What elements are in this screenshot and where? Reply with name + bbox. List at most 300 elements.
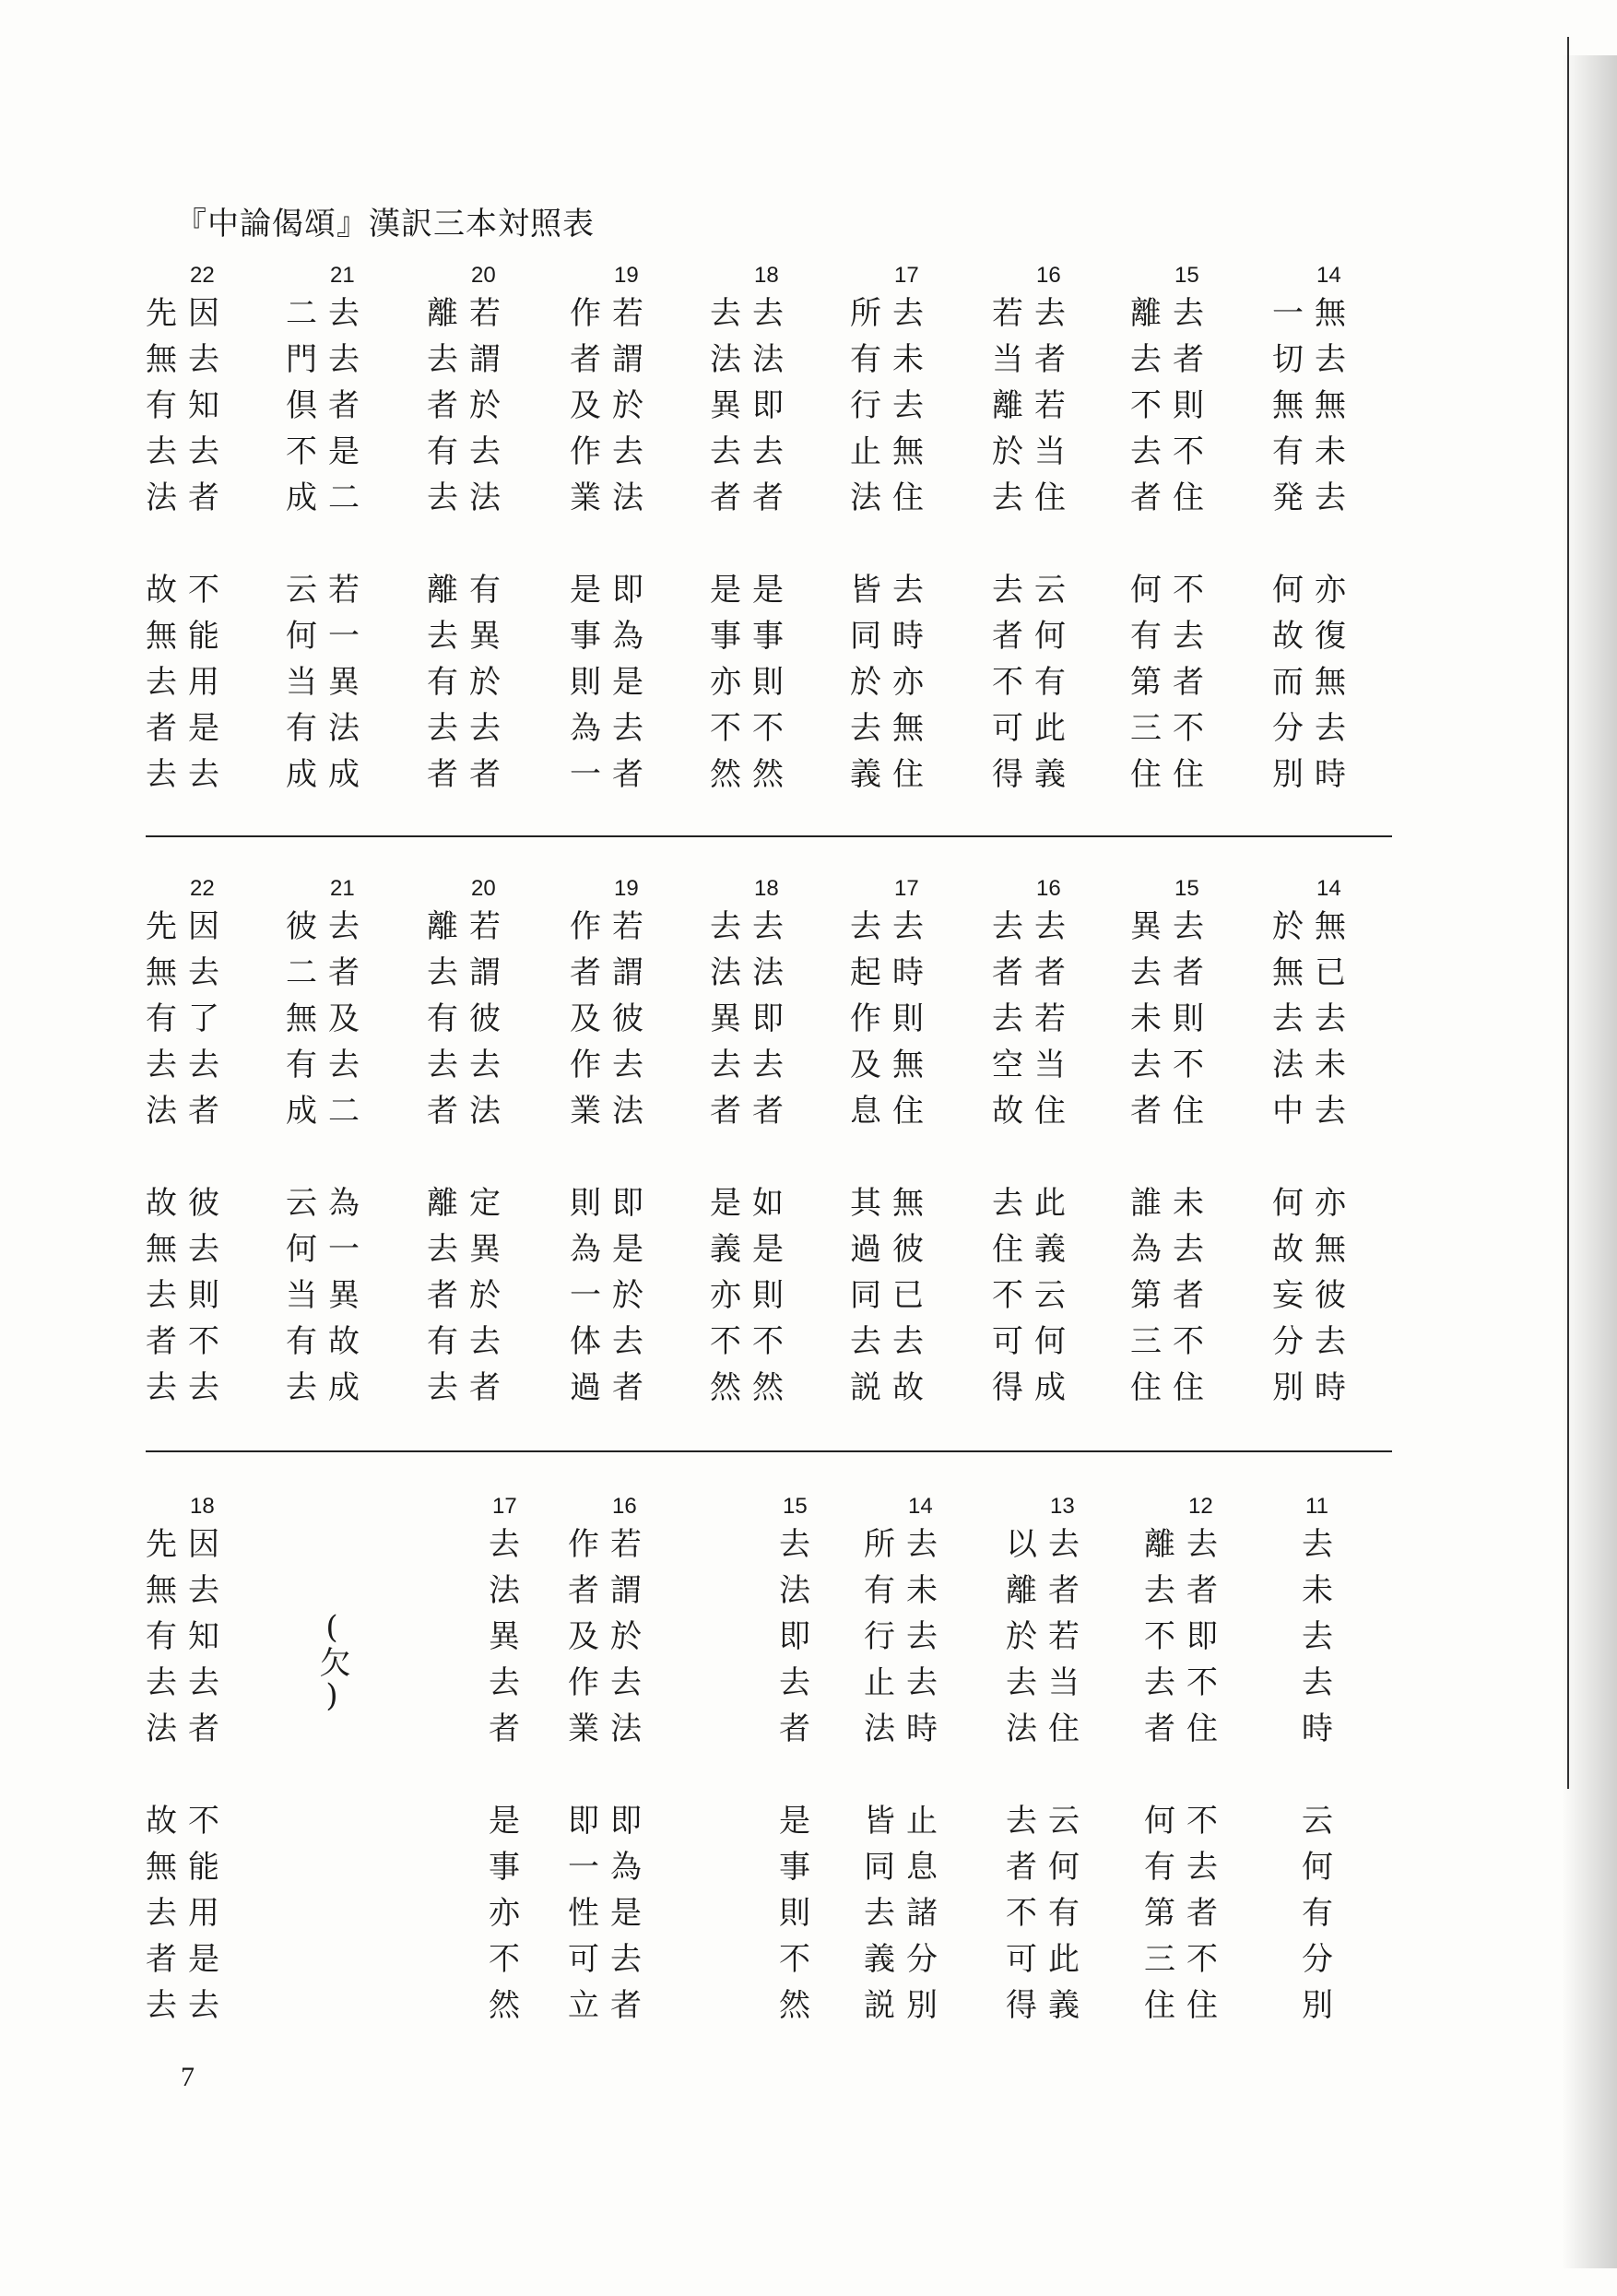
verse-line: 当異 [286,1277,371,1314]
verse-line: 先因 [146,295,230,332]
verse-line: 是是 [710,572,795,609]
stanza-gap [427,1134,512,1180]
verse-line: 其無 [850,1185,935,1222]
verse-line: 去去 [1272,1000,1357,1037]
verse-line: 有於 [427,664,512,701]
verse-line: 去法 [427,479,512,516]
verse-line: 不不 [710,710,795,747]
verse-line: 去云 [1006,1803,1091,1840]
verse-line: 去諸 [864,1895,949,1932]
verse-line: 去去 [710,295,795,332]
verse-line: 者住 [1144,1710,1229,1747]
verse-line: 行去 [850,387,935,424]
verse-column [850,263,935,798]
verse-line: 体去 [570,1323,655,1360]
verse-line: 去 [779,1664,821,1701]
verse-line: 則即 [570,1185,655,1222]
verse-line: 去去 [146,1047,230,1083]
verse-line: 分去 [1272,710,1357,747]
verse-line: 去此 [992,1185,1077,1222]
verse-line: 作則 [850,1000,935,1037]
verse-line: 成二 [286,1093,371,1130]
verse-line: 倶者 [286,387,371,424]
verse-line: 去去 [427,710,512,747]
verse-line: 即 [779,1618,821,1655]
verse-line: 及彼 [570,1000,655,1037]
verse-line: 於若 [1006,1618,1091,1655]
verse-line: 発去 [1272,479,1357,516]
verse-line: 為去 [1130,1231,1215,1268]
verse-number: 12 [1188,1494,1213,1519]
verse-line: 有去 [1130,618,1215,655]
verse-line: 法法 [710,954,795,991]
verse-line: 性是 [568,1895,653,1932]
verse-line: 亦 [489,1895,531,1932]
verse-line: 別 [1302,1987,1344,2024]
verse-line: 云 [1302,1803,1344,1840]
verse-line: 去去 [146,433,230,470]
section-divider [146,1450,1392,1452]
stanza-gap [850,1134,935,1180]
verse-line: 去者 [427,1369,512,1406]
stanza-gap [1144,1752,1229,1798]
verse-line: 及於 [568,1618,653,1655]
verse-column [1272,263,1357,798]
verse-line: 者謂 [570,341,655,378]
verse-line: 何一 [286,618,371,655]
verse-line: 作去 [570,433,655,470]
verse-line: 去 [1302,1526,1344,1563]
verse-line: 去者 [1130,341,1215,378]
verse-line: 云為 [286,1185,371,1222]
verse-number: 20 [471,263,496,288]
verse-line: 於無 [1272,908,1357,945]
verse-line: 去去 [146,1987,230,2024]
verse-line: 去異 [427,618,512,655]
verse-line: 止去 [864,1664,949,1701]
verse-line: 離者 [1006,1572,1091,1609]
verse-column [568,1494,653,2029]
verse-line: 成成 [286,756,371,793]
verse-line: 及於 [570,387,655,424]
verse-line: 何 [1302,1849,1344,1886]
verse-line: 有法 [286,710,371,747]
stanza-gap [992,521,1077,567]
verse-line: 去則 [146,1277,230,1314]
stanza-gap [992,1134,1077,1180]
verse-column [779,1494,821,2029]
verse-column [146,263,230,798]
verse-number: 15 [1174,263,1199,288]
stanza-gap [286,521,371,567]
verse-column [1130,876,1215,1411]
stanza-gap [568,1752,653,1798]
verse-line: 有知 [146,1618,230,1655]
verse-line: 皆止 [864,1803,949,1840]
verse-line: 故不 [146,1803,230,1840]
verse-line: 者者 [710,479,795,516]
verse-line: 者住 [1130,479,1215,516]
verse-line: 然然 [710,756,795,793]
verse-line: 成二 [286,479,371,516]
stanza-gap [489,1752,531,1798]
verse-number: 17 [492,1494,517,1519]
verse-line: 者 [489,1710,531,1747]
verse-column [1272,876,1357,1411]
verse-line: 者者 [427,756,512,793]
verse-block-1 [146,263,1399,798]
verse-line: 有去 [427,1323,512,1360]
verse-line: 無去 [146,1231,230,1268]
verse-line: 別時 [1272,1369,1357,1406]
verse-line: 過者 [570,1369,655,1406]
verse-line: 不是 [286,433,371,470]
verse-line: 故不 [146,572,230,609]
verse-number: 14 [1316,263,1341,288]
verse-line: 而無 [1272,664,1357,701]
verse-line: 法住 [1006,1710,1091,1747]
verse-line: 第者 [1144,1895,1229,1932]
verse-line: 者不 [146,1323,230,1360]
verse-line: 作若 [568,1526,653,1563]
verse-line: 業法 [570,479,655,516]
verse-line: 三不 [1144,1941,1229,1978]
section-divider [146,835,1392,837]
verse-line: 有 [1302,1895,1344,1932]
verse-line: 云若 [286,572,371,609]
verse-number: 21 [330,876,355,901]
verse-line: 者是 [146,710,230,747]
verse-line: 作若 [570,295,655,332]
verse-number: 15 [1174,876,1199,901]
verse-column [1144,1494,1229,2029]
verse-line: 者於 [427,387,512,424]
stanza-gap [1302,1752,1344,1798]
verse-block-2 [146,876,1399,1411]
verse-line: 不 [489,1941,531,1978]
verse-line: 去去 [427,1047,512,1083]
verse-line: 則 [779,1895,821,1932]
verse-line: 同已 [850,1277,935,1314]
verse-line: 過彼 [850,1231,935,1268]
verse-line: 於亦 [850,664,935,701]
verse-line: 去若 [992,1000,1077,1037]
verse-line: 亦則 [710,1277,795,1314]
verse-line: 第者 [1130,664,1215,701]
verse-line: 是即 [570,572,655,609]
verse-line: 可何 [992,1323,1077,1360]
verse-line: 切去 [1272,341,1357,378]
verse-line: 法者 [146,1093,230,1130]
verse-line: 及無 [850,1047,935,1083]
stanza-gap [1006,1752,1091,1798]
verse-line: 去去 [850,908,935,945]
verse-line: 然 [779,1987,821,2024]
verse-line: 当者 [992,341,1077,378]
verse-line: 法法 [710,341,795,378]
verse-line: 異 [489,1618,531,1655]
lacuna-mark: (欠) [313,1609,350,1714]
verse-line: 未 [1302,1572,1344,1609]
verse-line: 妄彼 [1272,1277,1357,1314]
verse-line: 無及 [286,1000,371,1037]
verse-line: 離若 [992,387,1077,424]
verse-column [570,263,655,798]
verse-line: 彼去 [286,908,371,945]
verse-number: 22 [190,263,215,288]
verse-line: 去不 [1144,1664,1229,1701]
verse-column [427,263,512,798]
verse-line: 有故 [286,1323,371,1360]
verse-line: 事 [779,1849,821,1886]
verse-line: 業法 [568,1710,653,1747]
verse-line: 者謂 [568,1572,653,1609]
verse-line: 去 [489,1526,531,1563]
verse-line: 故住 [992,1093,1077,1130]
verse-column [427,876,512,1411]
verse-line: 有去 [286,1047,371,1083]
verse-line: 一於 [570,1277,655,1314]
verse-line: 法住 [850,479,935,516]
verse-line: 去去 [710,1047,795,1083]
stanza-gap [1130,521,1215,567]
page-title: 『中論偈頌』漢訳三本対照表 [175,206,595,243]
verse-line: 行去 [864,1618,949,1655]
stanza-gap [570,521,655,567]
stanza-gap [146,1752,230,1798]
scan-shadow [1562,55,1617,2268]
verse-line: 然然 [710,1369,795,1406]
verse-line: 義是 [710,1231,795,1268]
page-number: 7 [181,2062,195,2092]
verse-line: 不不 [710,1323,795,1360]
stanza-gap [850,521,935,567]
verse-line: 先因 [146,1526,230,1563]
verse-line: 去去 [992,908,1077,945]
verse-number: 21 [330,263,355,288]
stanza-gap [427,521,512,567]
verse-line: 者者 [710,1093,795,1130]
verse-number: 22 [190,876,215,901]
verse-line: 二去 [286,295,371,332]
verse-line: 異即 [710,387,795,424]
verse-number: 13 [1050,1494,1075,1519]
verse-line: 説別 [864,1987,949,2024]
verse-line: 者於 [427,1277,512,1314]
verse-column [864,1494,949,2029]
stanza-gap [864,1752,949,1798]
verse-line: 何亦 [1272,572,1357,609]
stanza-gap [779,1752,821,1798]
verse-line: 何一 [286,1231,371,1268]
verse-line: 去云 [992,572,1077,609]
verse-line: 同時 [850,618,935,655]
verse-line: 三不 [1130,710,1215,747]
verse-line: 離若 [427,295,512,332]
verse-line: 事為 [570,618,655,655]
verse-line: 可此 [1006,1941,1091,1978]
verse-line: 於当 [992,433,1077,470]
verse-column [146,876,230,1411]
verse-number: 17 [894,263,919,288]
verse-line: 三不 [1130,1323,1215,1360]
verse-line: 者謂 [570,954,655,991]
stanza-gap [1272,521,1357,567]
verse-line: 住住 [1130,756,1215,793]
verse-line: 一為 [568,1849,653,1886]
verse-line: 無無 [1272,387,1357,424]
stanza-gap [286,1134,371,1180]
verse-line: 不即 [1144,1618,1229,1655]
verse-line: 得成 [992,1369,1077,1406]
verse-line: 事 [489,1849,531,1886]
verse-line: 時 [1302,1710,1344,1747]
verse-line: 離若 [427,908,512,945]
verse-number: 15 [783,1494,808,1519]
verse-line: 何不 [1144,1803,1229,1840]
verse-line: 法時 [864,1710,949,1747]
verse-line: 為去 [570,710,655,747]
verse-line: 者是 [146,1941,230,1978]
verse-line: 去住 [992,479,1077,516]
verse-column [850,876,935,1411]
verse-number: 16 [612,1494,637,1519]
verse-line: 法未 [1272,1047,1357,1083]
verse-line: 去 [779,1526,821,1563]
verse-line: 去異 [427,1231,512,1268]
verse-line: 者者 [992,954,1077,991]
verse-line: 起時 [850,954,935,991]
verse-line: 即即 [568,1803,653,1840]
verse-line: 去 [489,1664,531,1701]
verse-line: 不有 [992,664,1077,701]
verse-line: 是 [489,1803,531,1840]
verse-line: 皆去 [850,572,935,609]
verse-number: 18 [190,1494,215,1519]
verse-line: 去去 [146,1664,230,1701]
verse-line: 去無 [850,710,935,747]
verse-line: 去当 [1006,1664,1091,1701]
verse-column [992,263,1077,798]
verse-line: 先因 [146,908,230,945]
verse-line: 去去 [710,433,795,470]
verse-line: 異去 [1130,908,1215,945]
verse-line: 有未 [864,1572,949,1609]
verse-line: 者住 [1130,1093,1215,1130]
verse-column [286,263,371,798]
verse-column [286,876,371,1411]
verse-line: 以去 [1006,1526,1091,1563]
verse-line: 同息 [864,1849,949,1886]
verse-line: 離去 [1130,295,1215,332]
verse-line: 息住 [850,1093,935,1130]
verse-line: 中去 [1272,1093,1357,1130]
verse-line: 是如 [710,1185,795,1222]
verse-line: 法者 [146,1710,230,1747]
verse-line: 二者 [286,954,371,991]
verse-line: 説故 [850,1369,935,1406]
verse-line: 作去 [570,1047,655,1083]
verse-line: 別時 [1272,756,1357,793]
verse-line: 止無 [850,433,935,470]
verse-line: 分 [1302,1941,1344,1978]
verse-line: 離定 [427,1185,512,1222]
verse-line: 無能 [146,618,230,655]
verse-line: 有去 [1144,1849,1229,1886]
verse-number: 19 [614,876,639,901]
verse-line: 住義 [992,1231,1077,1268]
verse-line: 去用 [146,664,230,701]
verse-line: 作去 [568,1664,653,1701]
verse-number: 18 [754,876,779,901]
verse-column [710,263,795,798]
verse-line: 法 [489,1572,531,1609]
verse-line: 無能 [146,1849,230,1886]
verse-line: 可此 [992,710,1077,747]
verse-line: 無去 [146,954,230,991]
verse-column [146,1494,230,2029]
verse-line: 去者 [1144,1572,1229,1609]
verse-line: 為是 [570,1231,655,1268]
verse-line: 去用 [146,1895,230,1932]
verse-line: 可去 [568,1941,653,1978]
verse-line: 第者 [1130,1277,1215,1314]
verse-number: 19 [614,263,639,288]
verse-line: 有去 [427,433,512,470]
verse-line: 離有 [427,572,512,609]
verse-line: 無去 [146,341,230,378]
verse-block-3 [146,1494,1399,2029]
verse-line: 有彼 [427,1000,512,1037]
verse-line: 業法 [570,1093,655,1130]
verse-line: 得義 [1006,1987,1091,2024]
verse-line: 有知 [146,387,230,424]
verse-line: 故復 [1272,618,1357,655]
verse-number: 14 [908,1494,933,1519]
verse-line: 無去 [146,1572,230,1609]
verse-line: 是 [779,1803,821,1840]
verse-line: 住住 [1130,1369,1215,1406]
verse-line: 不則 [1130,387,1215,424]
verse-line: 者法 [427,1093,512,1130]
verse-line: 然 [489,1987,531,2024]
verse-line: 住住 [1144,1987,1229,2024]
verse-line: 所去 [864,1526,949,1563]
verse-column [710,876,795,1411]
verse-line: 門去 [286,341,371,378]
verse-line: 何亦 [1272,1185,1357,1222]
stanza-gap [1272,1134,1357,1180]
verse-number: 11 [1305,1494,1328,1519]
verse-line: 作若 [570,908,655,945]
verse-line: 何不 [1130,572,1215,609]
verse-line: 空当 [992,1047,1077,1083]
verse-line: 去去 [850,1323,935,1360]
verse-line: 得義 [992,756,1077,793]
verse-line: 有未 [1272,433,1357,470]
verse-line: 去謂 [427,341,512,378]
verse-number: 16 [1036,876,1061,901]
verse-line: 無已 [1272,954,1357,991]
verse-line: 一無 [1272,295,1357,332]
verse-line: 誰未 [1130,1185,1215,1222]
verse-line: 者何 [1006,1849,1091,1886]
verse-number: 20 [471,876,496,901]
verse-column [570,876,655,1411]
verse-line: 去成 [286,1369,371,1406]
verse-column [1130,263,1215,798]
verse-line: 則是 [570,664,655,701]
